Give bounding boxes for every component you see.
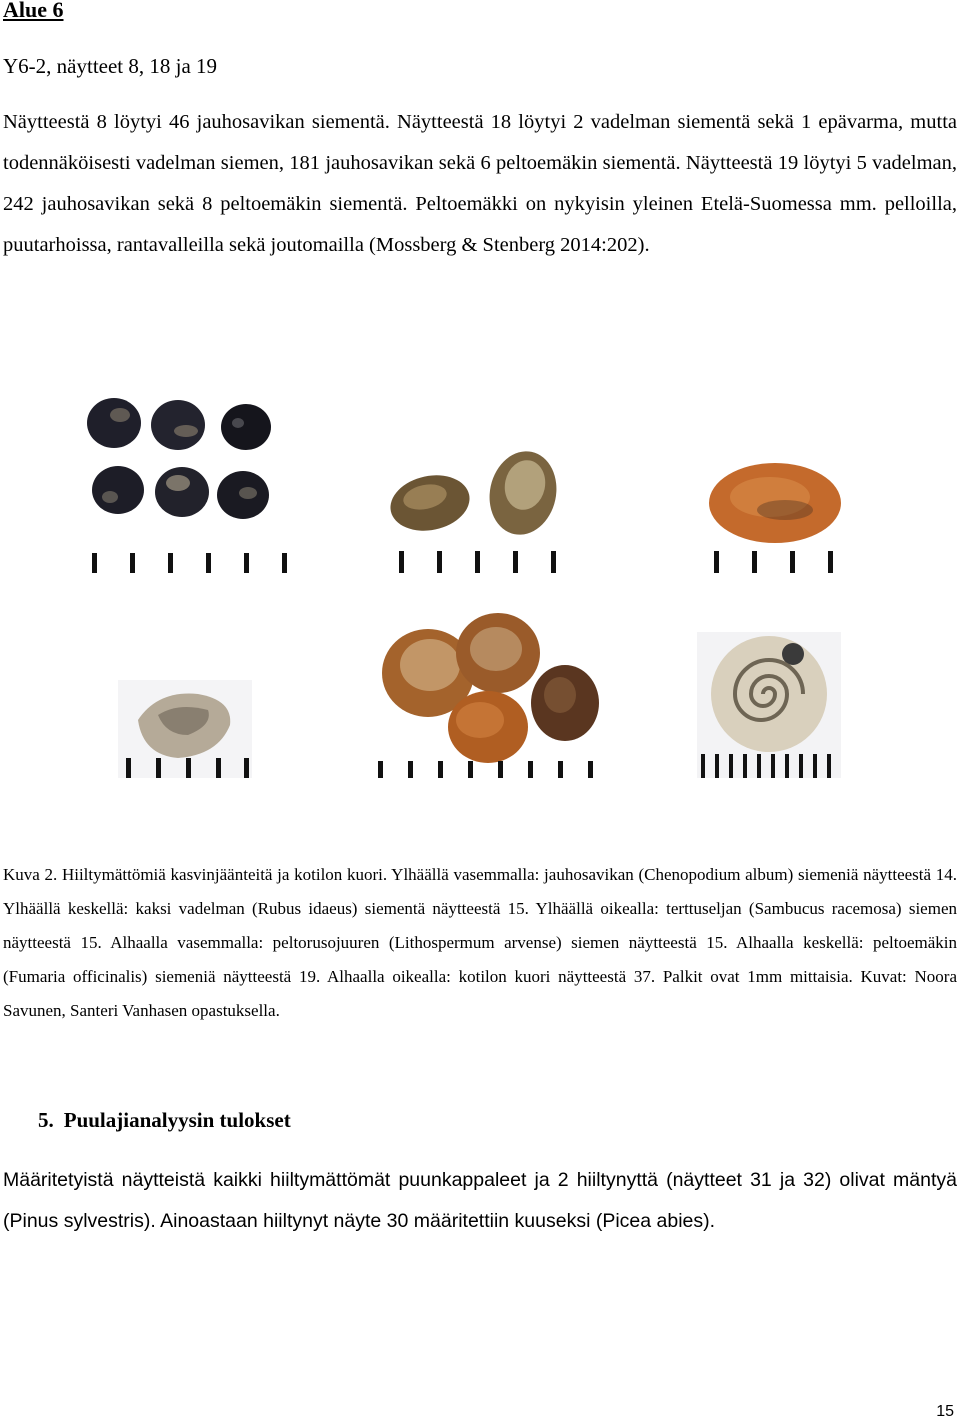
photo-fumaria-seeds — [370, 605, 604, 778]
photo-snail-shell — [697, 632, 841, 778]
photo-sambucus-seed — [700, 455, 850, 580]
seed-icon — [709, 463, 841, 543]
page-number: 15 — [936, 1403, 954, 1420]
shell-icon — [711, 636, 827, 752]
photo-chenopodium-seeds — [78, 395, 293, 580]
section-number: 5. — [38, 1108, 54, 1132]
section-title-text: Puulajianalyysin tulokset — [63, 1108, 291, 1132]
section-heading: Alue 6 — [3, 0, 64, 22]
results-paragraph: Näytteestä 8 löytyi 46 jauhosavikan siementä. Näytteestä 18 löytyi 2 vadelman siementä sekä 1 epävarma, mutta todennäköisesti vadelman siemen, 181 jauhosavikan sekä 6 peltoemäkin siementä. Näytteestä 19 löytyi 5 vadelman, 242 jauhosavikan sekä 8 peltoemäkin siementä. Peltoemäkki on nykyisin yleinen Etelä-Suomessa mm. pelloilla, puutarhoissa, rantavalleilla sekä joutomailla (Mossberg & Stenberg 2014:202). — [3, 111, 957, 256]
wood-analysis-paragraph: Määritetyistä näytteistä kaikki hiiltymättömät puunkappaleet ja 2 hiiltynyttä (näytteet 31 ja 32) olivat mäntyä (Pinus sylvestris). Ainoastaan hiiltynyt näyte 30 määritettiin kuuseksi (Picea abies). — [3, 1169, 957, 1232]
photo-rubus-seeds — [385, 445, 565, 580]
photo-lithospermum-seed — [118, 680, 252, 778]
section-title — [38, 1108, 291, 1133]
sample-subheading: Y6-2, näytteet 8, 18 ja 19 — [3, 54, 218, 78]
figure-caption: Kuva 2. Hiiltymättömiä kasvinjäänteitä ja kotilon kuori. Ylhäällä vasemmalla: jauhosavikan (Chenopodium album) siemeniä näytteestä 14. Ylhäällä keskellä: kaksi vadelman (Rubus idaeus) siementä näytteestä 15. Ylhäällä oikealla: terttuseljan (Sambucus racemosa) siemen näytteestä 15. Alhaalla vasemmalla: peltorusojuuren (Lithospermum arvense) siemen näytteestä 15. Alhaalla keskellä: peltoemäkin (Fumaria officinalis) siemeniä näytteestä 19. Alhaalla oikealla: kotilon kuori näytteestä 37. Palkit ovat 1mm mittaisia. Kuvat: Noora Savunen, Santeri Vanhasen opastuksella. — [3, 865, 957, 1020]
